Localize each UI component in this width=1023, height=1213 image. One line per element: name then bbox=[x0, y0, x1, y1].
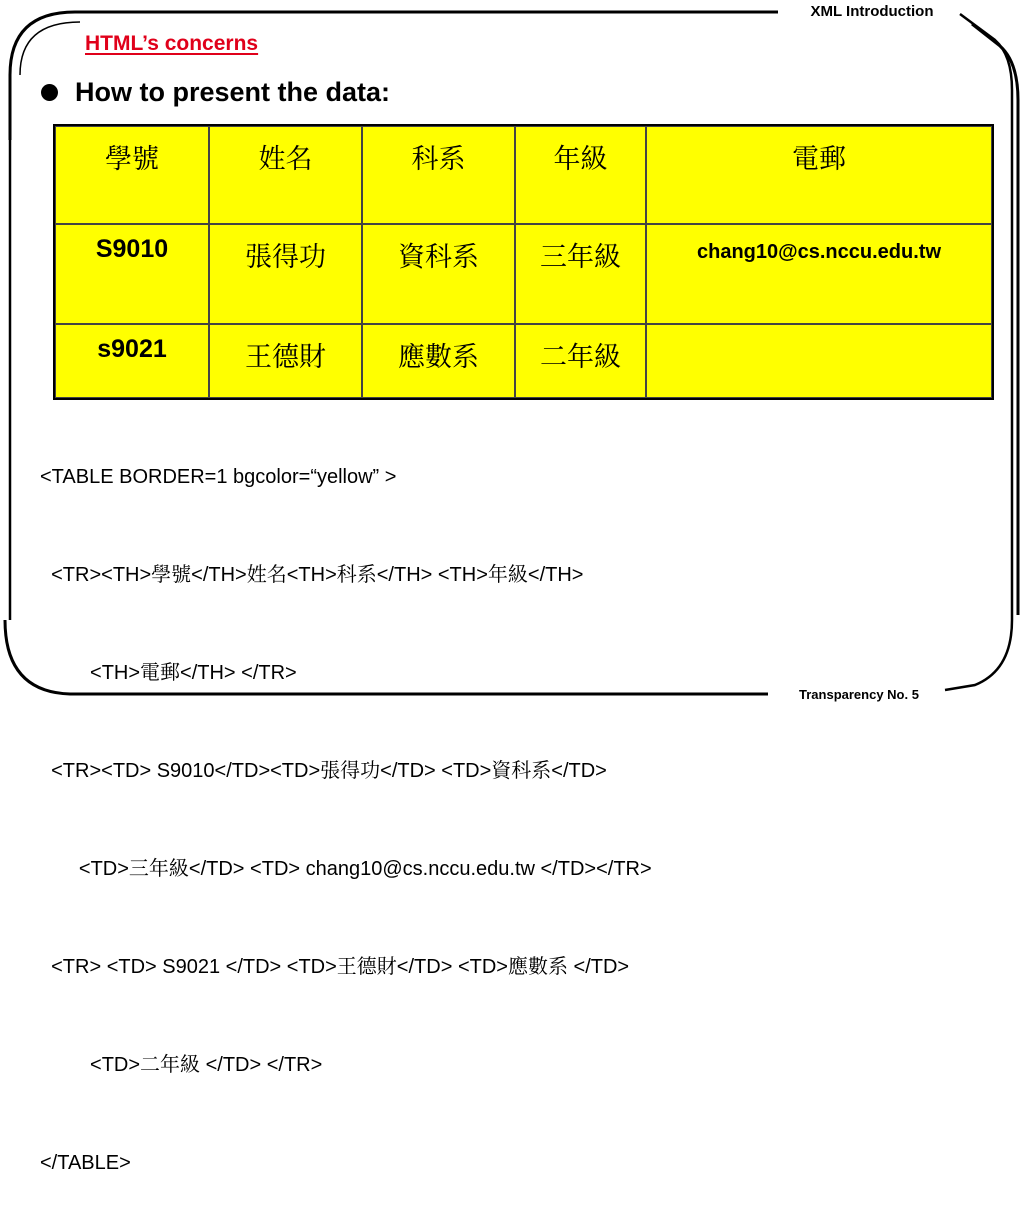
cell-grade: 三年級 bbox=[515, 224, 646, 324]
header-cell-grade: 年級 bbox=[515, 126, 646, 224]
cell-email: chang10@cs.nccu.edu.tw bbox=[646, 224, 992, 324]
slide-title: HTML’s concerns bbox=[85, 32, 259, 55]
code-line: <TR><TH>學號</TH>姓名<TH>科系</TH> <TH>年級</TH> bbox=[40, 564, 584, 586]
table-header-row bbox=[55, 126, 992, 224]
code-line: <TD>三年級</TD> <TD> chang10@cs.nccu.edu.tw </TD></TR> bbox=[40, 858, 652, 880]
code-line: <TH>電郵</TH> </TR> bbox=[40, 662, 297, 684]
code-line: </TABLE> bbox=[40, 1152, 131, 1174]
bullet-icon bbox=[41, 84, 58, 101]
transparency-number: Transparency No. 5 bbox=[799, 687, 919, 702]
cell-id: S9010 bbox=[55, 224, 209, 324]
code-line: <TR><TD> S9010</TD><TD>張得功</TD> <TD>資科系</TD> bbox=[40, 760, 607, 782]
student-table bbox=[53, 124, 994, 400]
header-cell-name: 姓名 bbox=[209, 126, 362, 224]
cell-name: 王德財 bbox=[209, 324, 362, 398]
cell-grade: 二年級 bbox=[515, 324, 646, 398]
cell-department: 應數系 bbox=[362, 324, 515, 398]
code-line: <TR> <TD> S9021 </TD> <TD>王德財</TD> <TD>應數系 </TD> bbox=[40, 956, 630, 978]
header-title: XML Introduction bbox=[810, 3, 934, 20]
table-row bbox=[55, 224, 992, 324]
cell-email bbox=[646, 324, 992, 398]
bullet-text: How to present the data: bbox=[75, 77, 391, 107]
table-row bbox=[55, 324, 992, 398]
cell-id: s9021 bbox=[55, 324, 209, 398]
bullet-item bbox=[41, 77, 390, 108]
cell-department: 資科系 bbox=[362, 224, 515, 324]
cell-name: 張得功 bbox=[209, 224, 362, 324]
code-line: <TD>二年級 </TD> </TR> bbox=[40, 1054, 323, 1076]
header-cell-department: 科系 bbox=[362, 126, 515, 224]
code-line: <TABLE BORDER=1 bgcolor=“yellow” > bbox=[40, 466, 397, 488]
header-cell-email: 電郵 bbox=[646, 126, 992, 224]
html-code-block bbox=[40, 397, 652, 1213]
header-cell-id: 學號 bbox=[55, 126, 209, 224]
